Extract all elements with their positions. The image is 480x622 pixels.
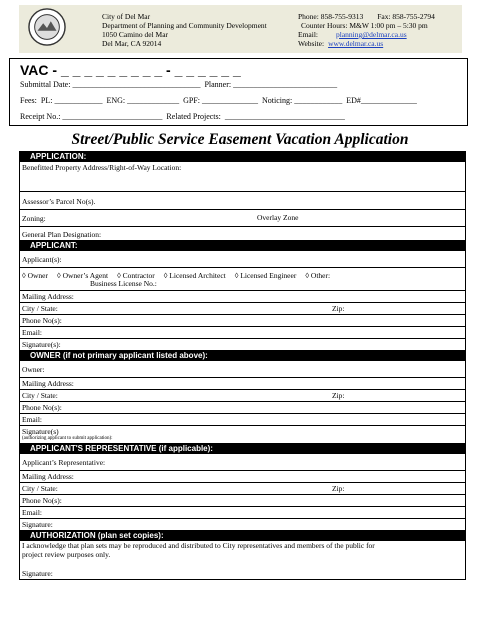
address-line: City of Del Mar: [102, 12, 151, 21]
website-label: Website:: [298, 39, 325, 48]
field-label: Email:: [22, 415, 42, 424]
phone-text: Phone: 858-755-9313: [298, 12, 364, 21]
email-link[interactable]: planning@delmar.ca.us: [336, 30, 407, 39]
signature-note: (authorizing applicant to submit application):: [22, 436, 113, 441]
benefitted-field[interactable]: [20, 162, 465, 192]
section-representative: APPLICANT'S REPRESENTATIVE (if applicable):: [20, 444, 465, 454]
zoning-field[interactable]: [20, 210, 465, 227]
owner-field[interactable]: [20, 361, 465, 378]
section-authorization: AUTHORIZATION (plan set copies):: [20, 531, 465, 541]
zip-label: Zip:: [332, 484, 345, 493]
section-owner: OWNER (if not primary applicant listed above):: [20, 351, 465, 361]
receipt-line: Receipt No.: _________________________ Related Projects: ______________________________: [20, 112, 345, 121]
field-label: Zoning:: [22, 214, 46, 223]
zip-label: Zip:: [332, 304, 345, 313]
field-label: Signature(s): [22, 427, 59, 436]
section-applicant: APPLICANT:: [20, 241, 465, 251]
website-link[interactable]: www.delmar.ca.us: [328, 39, 384, 48]
field-label: Benefitted Property Address/Right-of-Way Location:: [22, 163, 182, 172]
option-owner[interactable]: ◊ Owner: [22, 271, 48, 280]
address-line: 1050 Camino del Mar: [102, 30, 169, 39]
option-licensed-architect[interactable]: ◊ Licensed Architect: [163, 271, 226, 280]
contact-info: [298, 12, 435, 48]
mailing-field[interactable]: [20, 291, 465, 303]
field-label: Mailing Address:: [22, 472, 74, 481]
owner-phone-field[interactable]: [20, 402, 465, 414]
field-label: Mailing Address:: [22, 292, 74, 301]
rep-signature-field[interactable]: [20, 519, 465, 531]
rep-mailing-field[interactable]: [20, 471, 465, 483]
city-seal-icon: [28, 8, 66, 46]
phone-field[interactable]: [20, 315, 465, 327]
section-application: APPLICATION:: [20, 152, 465, 162]
representative-field[interactable]: [20, 454, 465, 471]
field-label: Applicant(s):: [22, 255, 62, 264]
general-plan-field[interactable]: [20, 227, 465, 241]
owner-signature-field[interactable]: [20, 426, 465, 444]
field-label: Signature:: [22, 520, 53, 529]
field-label: Phone No(s):: [22, 316, 62, 325]
field-label: Signature(s):: [22, 340, 61, 349]
field-label: City / State:: [22, 391, 58, 400]
signature-field[interactable]: [20, 339, 465, 351]
owner-city-state-field[interactable]: [20, 390, 465, 402]
field-label: Phone No(s):: [22, 496, 62, 505]
field-label: City / State:: [22, 484, 58, 493]
city-state-field[interactable]: [20, 303, 465, 315]
authorization-field[interactable]: [20, 541, 465, 579]
field-label: General Plan Designation:: [22, 230, 102, 239]
option-owners-agent[interactable]: ◊ Owner’s Agent: [57, 271, 109, 280]
owner-mailing-field[interactable]: [20, 378, 465, 390]
rep-city-state-field[interactable]: [20, 483, 465, 495]
address-line: Department of Planning and Community Development: [102, 21, 267, 30]
email-field[interactable]: [20, 327, 465, 339]
fees-line: Fees: PL: ____________ ENG: _____________ GPF: ______________ Noticing: ____________ ED#______________: [20, 96, 417, 105]
field-label: Phone No(s):: [22, 403, 62, 412]
business-license-field[interactable]: Business License No.:: [90, 279, 157, 288]
auth-signature-label: Signature:: [22, 569, 53, 578]
address-line: Del Mar, CA 92014: [102, 39, 162, 48]
field-label: Assessor’s Parcel No(s).: [22, 197, 96, 206]
ack-text: project review purposes only.: [22, 550, 111, 559]
rep-phone-field[interactable]: [20, 495, 465, 507]
hours-text: Counter Hours: M&W 1:00 pm – 5:30 pm: [301, 21, 428, 30]
rep-email-field[interactable]: [20, 507, 465, 519]
applicant-type-options: [20, 268, 465, 291]
submittal-line: Submittal Date: ________________________________ Planner: __________________________: [20, 80, 338, 89]
applicants-field[interactable]: [20, 251, 465, 268]
field-label: Email:: [22, 508, 42, 517]
page-title: Street/Public Service Easement Vacation Application: [71, 131, 409, 148]
application-form: [19, 151, 466, 580]
city-address: [102, 12, 267, 48]
owner-email-field[interactable]: [20, 414, 465, 426]
ack-text: I acknowledge that plan sets may be reproduced and distributed to City representatives and members of the public for: [22, 541, 375, 550]
overlay-label: Overlay Zone: [257, 213, 299, 222]
field-label: Applicant’s Representative:: [22, 458, 106, 467]
option-contractor[interactable]: ◊ Contractor: [117, 271, 155, 280]
option-licensed-engineer[interactable]: ◊ Licensed Engineer: [234, 271, 297, 280]
field-label: City / State:: [22, 304, 58, 313]
field-label: Mailing Address:: [22, 379, 74, 388]
field-label: Email:: [22, 328, 42, 337]
vac-number: VAC - _ _ _ _ _ _ _ _ _ - _ _ _ _ _ _: [20, 62, 241, 78]
field-label: Owner:: [22, 365, 45, 374]
email-label: Email:: [298, 30, 318, 39]
parcel-field[interactable]: [20, 192, 465, 210]
fax-text: Fax: 858-755-2794: [377, 12, 435, 21]
option-other[interactable]: ◊ Other:: [305, 271, 331, 280]
zip-label: Zip:: [332, 391, 345, 400]
